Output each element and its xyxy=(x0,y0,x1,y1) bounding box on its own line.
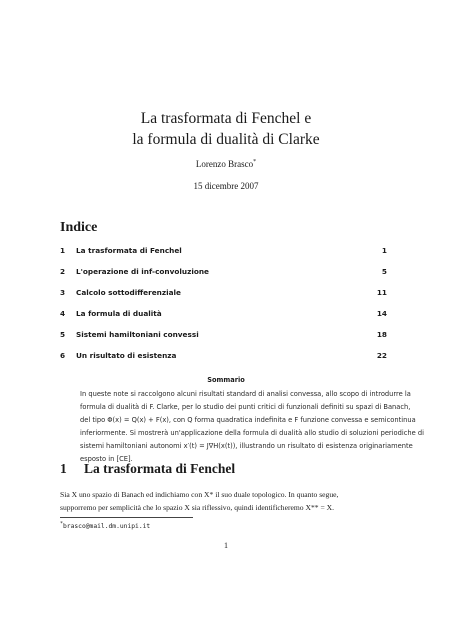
section-body xyxy=(60,488,390,514)
toc-entry[interactable] xyxy=(60,309,387,321)
footnote-rule xyxy=(60,517,193,518)
toc-entry-page: 1 xyxy=(381,246,387,255)
toc-entry-page: 22 xyxy=(376,351,387,360)
footnote xyxy=(60,521,150,530)
toc-entry[interactable] xyxy=(60,330,387,342)
title-line-1: La trasformata di Fenchel e xyxy=(140,110,312,127)
toc-entry-number: 2 xyxy=(60,267,66,276)
toc-entry-page: 18 xyxy=(376,330,387,339)
toc-entry[interactable] xyxy=(60,246,387,258)
abstract-line: del tipo Φ(x) = Q(x) + F(x), con Q forma quadratica indefinita e F funzione convessa e semicontinua xyxy=(80,416,416,424)
body-line: Sia X uno spazio di Banach ed indichiamo con X* il suo duale topologico. In quanto segue, xyxy=(60,490,339,499)
toc-entry-label: La trasformata di Fenchel xyxy=(76,246,182,255)
author-name: Lorenzo Brasco xyxy=(195,159,254,169)
toc-entry-page: 14 xyxy=(376,309,387,318)
abstract-title: Sommario xyxy=(207,376,245,384)
toc-entry-label: L'operazione di inf-convoluzione xyxy=(76,267,209,276)
toc-entry-number: 4 xyxy=(60,309,66,318)
section-number: 1 xyxy=(60,461,67,476)
abstract-line: esposto in [CE]. xyxy=(80,455,133,463)
toc-entry-number: 5 xyxy=(60,330,66,339)
toc-entry-label: Calcolo sottodifferenziale xyxy=(76,288,181,297)
footnote-mark: * xyxy=(60,521,64,527)
toc-entry-page: 11 xyxy=(376,288,387,297)
author xyxy=(0,159,452,169)
date: 15 dicembre 2007 xyxy=(193,181,259,191)
toc-entry-label: La formula di dualità xyxy=(76,309,162,318)
toc-entry-number: 1 xyxy=(60,246,66,255)
toc-entry-page: 5 xyxy=(381,267,387,276)
abstract-line: In queste note si raccolgono alcuni risultati standard di analisi convessa, allo scopo di introdurre la xyxy=(80,390,411,398)
toc-entry-number: 6 xyxy=(60,351,66,360)
toc-entry-number: 3 xyxy=(60,288,66,297)
abstract-line: sistemi hamiltoniani autonomi x′(t) = J∇H(x(t)), illustrando un risultato di esistenza originariamente xyxy=(80,442,413,450)
toc-entry[interactable] xyxy=(60,288,387,300)
toc-entry-label: Sistemi hamiltoniani convessi xyxy=(76,330,199,339)
footnote-email[interactable]: brasco@mail.dm.unipi.it xyxy=(63,523,151,531)
page-number: 1 xyxy=(224,541,228,550)
toc-heading: Indice xyxy=(60,220,98,235)
abstract-line: inferiormente. Si mostrerà un'applicazione della formula di dualità allo studio di soluzioni periodiche di xyxy=(80,429,424,437)
body-line: supporremo per semplicità che lo spazio X sia riflessivo, quindi identificheremo X** = X. xyxy=(60,503,335,512)
section-title: La trasformata di Fenchel xyxy=(84,461,236,476)
toc-entry-label: Un risultato di esistenza xyxy=(76,351,177,360)
title-line-2: la formula di dualità di Clarke xyxy=(132,131,320,148)
abstract-line: formula di dualità di F. Clarke, per lo studio dei punti critici di funzionali definiti su spazi di Banach, xyxy=(80,403,411,411)
toc-entry[interactable] xyxy=(60,351,387,363)
abstract xyxy=(80,388,424,466)
author-footnote-mark: * xyxy=(253,159,257,165)
toc-entry[interactable] xyxy=(60,267,387,279)
section-heading xyxy=(60,461,235,477)
